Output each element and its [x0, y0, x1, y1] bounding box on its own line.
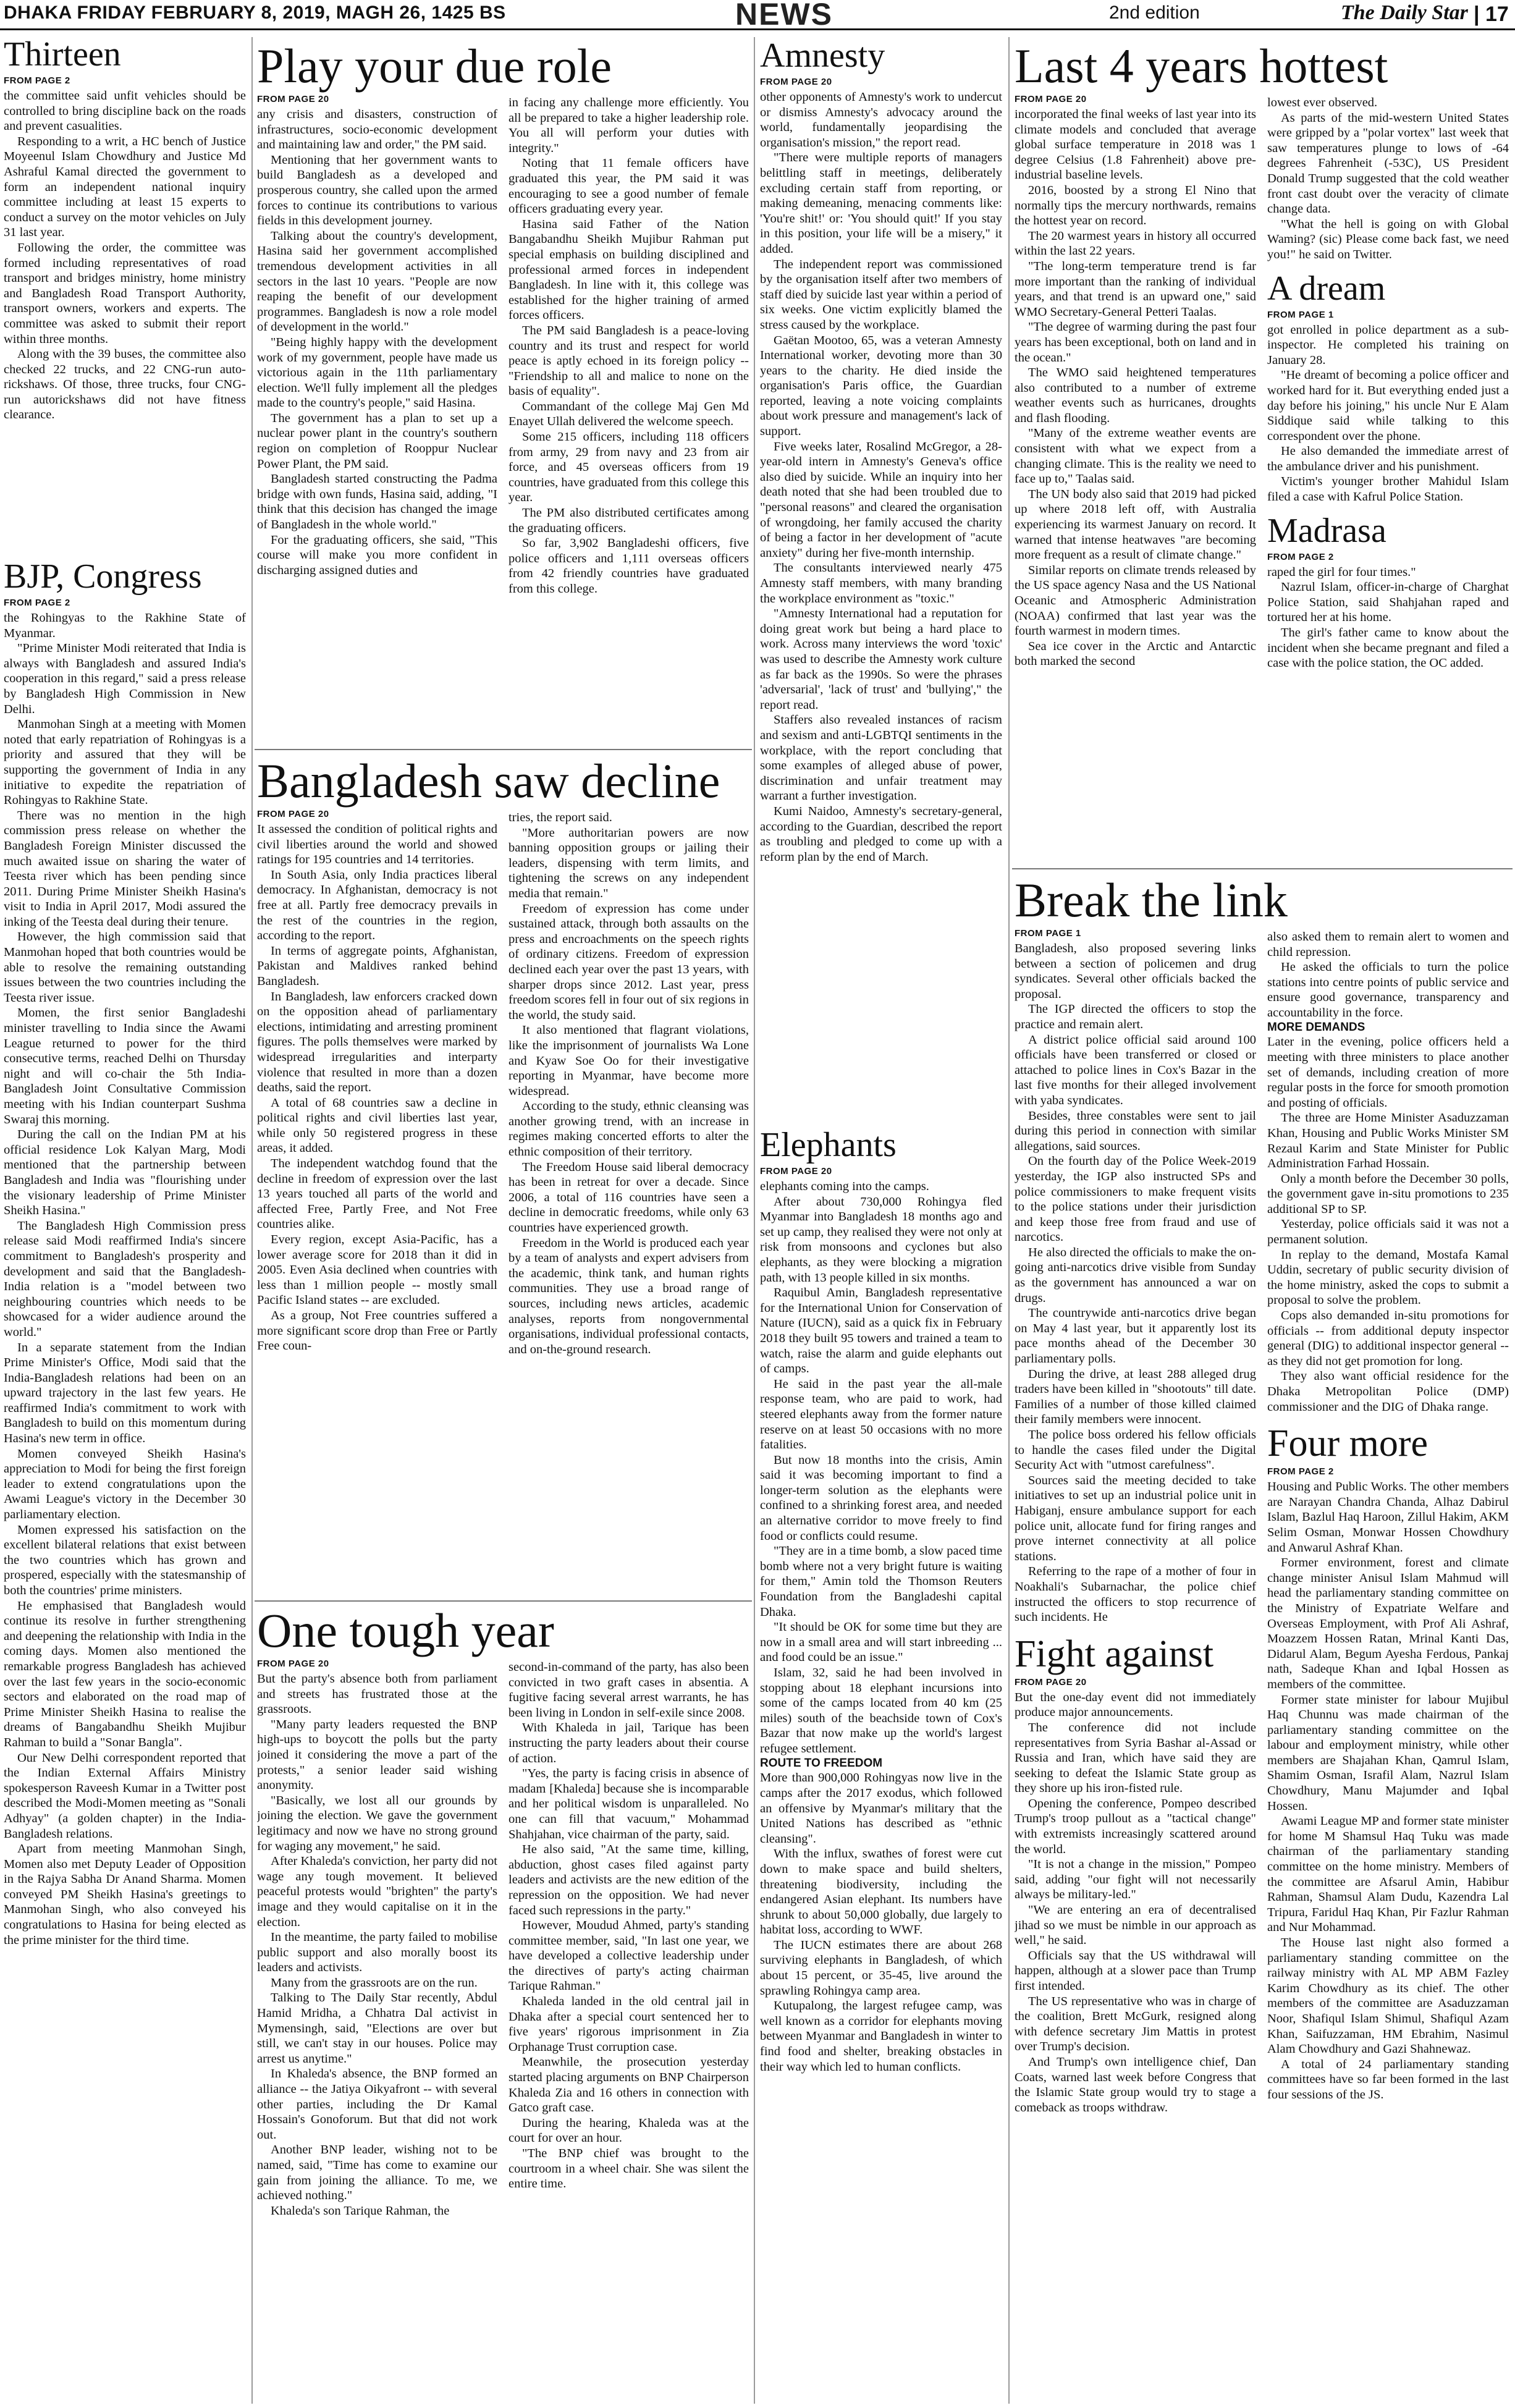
story-column	[1015, 90, 1256, 671]
paragraph: But now 18 months into the crisis, Amin said it was becoming important to find a longer-term solution as the elephants were confined to a shrinking forest area, and needed an alternative corridor to move freely to find food or conflicts could resume.	[760, 1453, 1002, 1543]
paragraph: The US representative who was in charge of the coalition, Brett McGurk, resigned along with defence secretary Jim Mattis in protest over Trump's decision.	[1015, 1994, 1256, 2054]
story-column	[509, 805, 749, 1357]
newspaper-logo: The Daily Star	[1341, 1, 1468, 24]
paragraph: elephants coming into the camps.	[760, 1180, 929, 1193]
paragraph: Another BNP leader, wishing not to be named, said, "Time has come to examine our gain from joining the alliance. To me, we achieved nothing."	[257, 2143, 497, 2203]
paragraph: "Basically, we lost all our grounds by joining the election. We gave the government legitimacy and now we have no strong ground for waging any movement," he said.	[257, 1793, 497, 1853]
paragraph: Bangladesh started constructing the Padma bridge with own funds, Hasina said, adding, "I think that this decision has changed the image of Bangladesh in the whole world."	[257, 472, 497, 532]
paragraph: With Khaleda in jail, Tarique has been instructing the party leaders about their course of action.	[509, 1721, 749, 1765]
story-divider	[1012, 868, 1513, 869]
paragraph: Commandant of the college Maj Gen Md Enayet Ullah delivered the welcome speech.	[509, 399, 749, 429]
paragraph: "He dreamt of becoming a police officer and worked hard for it. But everything ended just a day before his joining," his uncle Nur E Alam Siddique said while talking to this correspondent over the phone.	[1267, 368, 1509, 443]
dateline: DHAKA FRIDAY FEBRUARY 8, 2019, MAGH 26, 1425 BS	[4, 2, 506, 23]
paragraph: Gaëtan Mootoo, 65, was a veteran Amnesty International worker, devoting more than 30 years to the charity. He died inside the organisation's Paris office, the Guardian reported, leaving a note voicing complaints about work pressure and management's lack of support.	[760, 333, 1002, 439]
paragraph: During the hearing, Khaleda was at the court for over an hour.	[509, 2116, 749, 2145]
paragraph: "Prime Minister Modi reiterated that India is always with Bangladesh and assured India's cooperation in this regard," said a press release by Bangladesh High Commission in New Delhi.	[4, 641, 246, 716]
paragraph: The IUCN estimates there are about 268 surviving elephants in Bangladesh, of which about 15 percent, or 35-45, live around the sprawling Rohingya camp area.	[760, 1938, 1002, 1998]
paragraph: Some 215 officers, including 118 officers from army, 29 from navy and 23 from air force, and 45 overseas officers from 19 countries, have graduated from this college this year.	[509, 430, 749, 505]
paragraph: Our New Delhi correspondent reported that the Indian External Affairs Ministry spokesperson Raveesh Kumar in a Twitter post described the Modi-Momen meeting as "Sonali Adhyay" (a golden chapter) in the India-Bangladesh relations.	[4, 1751, 246, 1841]
story-bjp-congress	[4, 559, 246, 2404]
column-divider	[754, 37, 755, 2404]
story-body	[4, 88, 246, 423]
paragraph: But the party's absence both from parliament and streets has frustrated those at the grassroots.	[257, 1672, 497, 1717]
subheading: MORE DEMANDS	[1267, 1020, 1365, 1034]
story-fight-against	[1015, 1635, 1256, 2116]
from-page-label: FROM PAGE 1	[1015, 928, 1081, 939]
paragraph: The countrywide anti-narcotics drive began on May 4 last year, but it apparently lost its pace months ahead of the December 30 parliamentary polls.	[1015, 1306, 1256, 1366]
paragraph: The PM said Bangladesh is a peace-loving country and its trust and respect for world peace is aptly echoed in its foreign policy -- "Friendship to all and malice to none on the basis of equality".	[509, 323, 749, 399]
from-page-label: FROM PAGE 20	[1015, 94, 1087, 104]
paragraph: He asked the officials to turn the police stations into centre points of public service and ensure good governance, transparency and accountability in the force.	[1267, 960, 1509, 1020]
paragraph: Awami League MP and former state minister for home M Shamsul Haq Tuku was made chairman of the parliamentary standing committee on the home ministry. Members of the committee are Afsarul Amin, Habibur Rahman, Shamsul Alam Dudu, Kazendra Lal Tripura, Faridul Haq Khan, Pir Fazlur Rahman and Nur Mohammad.	[1267, 1814, 1509, 1935]
from-page-label: FROM PAGE 1	[1267, 309, 1334, 320]
paragraph: "The long-term temperature trend is far more important than the ranking of individual years, and that trend is an upward one," said WMO Secretary-General Petteri Taalas.	[1015, 259, 1256, 319]
section-name: NEWS	[735, 0, 833, 32]
paragraph: tries, the report said.	[509, 811, 612, 824]
paragraph: Similar reports on climate trends released by the US space agency Nasa and the US National Oceanic and Atmospheric Administration (NOAA) confirmed that last year was the fourth warmest in modern times.	[1015, 563, 1256, 638]
paragraph: any crisis and disasters, construction of infrastructures, socio-economic development and maintaining law and order," the PM said.	[257, 108, 497, 152]
paragraph: He also said, "At the same time, killing, abduction, ghost cases filed against party leaders and activists are the new edition of the repression on the opposition. We had never faced such repressions in the party."	[509, 1843, 749, 1917]
paragraph: Besides, three constables were sent to jail during this period in connection with similar allegations, said sources.	[1015, 1109, 1256, 1153]
paragraph: "Amnesty International had a reputation for doing great work but being a hard place to work. Across many interviews the word 'toxic' was used to describe the Amnesty work culture as far back as the 1990s. So were the phrases 'adversarial', 'lack of trust' and 'bullying'," the report read.	[760, 607, 1002, 712]
paragraph: Cops also demanded in-situ promotions for officials -- from additional deputy inspector general (DIG) to additional inspector general -- as they did not get promotion for long.	[1267, 1309, 1509, 1368]
story-column	[1015, 924, 1256, 2115]
story-body	[760, 90, 1002, 864]
paragraph: A total of 24 parliamentary standing committees have so far been formed in the last four sessions of the JS.	[1267, 2057, 1509, 2102]
paragraph: in facing any challenge more efficiently. You all be prepared to take a higher leadership role. You all will perform your duties with integrity."	[509, 96, 749, 155]
paragraph: Five weeks later, Rosalind McGregor, a 28-year-old intern in Amnesty's Geneva's office also died by suicide. While an inquiry into her death noted that she had been troubled due to "personal reasons" and cleared the organisation of wrongdoing, her family accused the charity of being a factor in her development of "acute anxiety" during her five-month internship.	[760, 439, 1002, 560]
paragraph: As a group, Not Free countries suffered a more significant score drop than Free or Partly Free coun-	[257, 1309, 497, 1353]
paragraph: 2016, boosted by a strong El Nino that normally tips the mercury northwards, remains the hottest year on record.	[1015, 183, 1256, 228]
paragraph: A district police official said around 100 officials have been transferred or closed or attached to police lines in Cox's Bazar in the last five months for their alleged involvement with yaba syndicates.	[1015, 1033, 1256, 1107]
paragraph: "Many party leaders requested the BNP high-ups to boycott the polls but the party joined it considering the move a part of the protests," a senior leader said wishing anonymity.	[257, 1717, 497, 1793]
paragraph: Housing and Public Works. The other members are Narayan Chandra Chanda, Alhaz Dabirul Islam, Bazlul Haq Haroon, Zillul Hakim, AKM Selim Osman, Monwar Hossen Chowdhury and Anwarul Ashraf Khan.	[1267, 1480, 1509, 1555]
paragraph: After about 730,000 Rohingya fled Myanmar into Bangladesh 18 months ago and set up camp, they realised they were not only at risk from monsoons and cyclones but also elephants, as they were blocking a migration path, with 13 people killed in six months.	[760, 1194, 1002, 1285]
paragraph: "What the hell is going on with Global Waming? (sic) Please come back fast, we need you!" he said on Twitter.	[1267, 217, 1509, 261]
paragraph: also asked them to remain alert to women and child repression.	[1267, 930, 1509, 959]
paragraph: The 20 warmest years in history all occurred within the last 22 years.	[1015, 229, 1256, 258]
paragraph: During the drive, at least 288 alleged drug traders have been killed in "shootouts" till date. Families of a number of those killed claimed their family members were innocent.	[1015, 1367, 1256, 1427]
paragraph: The Bangladesh High Commission press release said Modi reaffirmed India's sincere commitment to Bangladesh's prosperity and development and said that the Bangladesh-India relation is a "model between two neighbouring countries which needs to be showcased for a wider audience around the world."	[4, 1219, 246, 1339]
story-a-dream	[1267, 271, 1509, 505]
paragraph: "There were multiple reports of managers belittling staff in meetings, deliberately excluding certain staff from reporting, or making demeaning, menacing comments like: 'You're shit!' or: 'You should quit!' If you stay in this position, your life will be a misery," it added.	[760, 151, 1002, 256]
paragraph: The police boss ordered his fellow officials to handle the cases filed under the Digital Security Act with "utmost carefulness".	[1015, 1428, 1256, 1472]
paragraph: Islam, 32, said he had been involved in stopping about 18 elephant incursions into some of the camps located from 40 km (25 miles) south of the beachside town of Cox's Bazar that now make up the world's largest refugee settlement.	[760, 1666, 1002, 1755]
paragraph: He also demanded the immediate arrest of the ambulance driver and his punishment.	[1267, 444, 1509, 473]
paragraph: Opening the conference, Pompeo described Trump's troop pullout as a "tactical change" with extremists increasingly scattered around the world.	[1015, 1796, 1256, 1856]
paragraph: Only a month before the December 30 polls, the government gave in-situ promotions to 235 additional SP to SP.	[1267, 1172, 1509, 1216]
paragraph: Raquibul Amin, Bangladesh representative for the International Union for Conservation of Nature (IUCN), said as a quick fix in February 2018 they built 95 towers and trained a team to watch, raise the alarm and guide elephants out of camps.	[760, 1286, 1002, 1376]
story-column	[1267, 924, 1509, 2115]
paragraph: The IGP directed the officers to stop the practice and remain alert.	[1015, 1002, 1256, 1031]
paragraph: In replay to the demand, Mostafa Kamal Uddin, secretary of public security division of the home ministry, asked the cops to submit a proposal to solve the problem.	[1267, 1248, 1509, 1308]
from-page-label: FROM PAGE 20	[257, 94, 329, 104]
paragraph: The Freedom House said liberal democracy has been in retreat for over a decade. Since 2006, a total of 116 countries have seen a decline in democratic freedoms, while only 63 countries have experienced growth.	[509, 1160, 749, 1235]
paragraph: "Yes, the party is facing crisis in absence of madam [Khaleda] because she is incomparable and her political wisdom is unparalleled. No one can fill that vacuum," Mohammad Shahjahan, vice chairman of the party, said.	[509, 1767, 749, 1841]
paragraph: However, the high commission said that Manmohan hoped that both countries would be able to resolve the remaining outstanding issues between the two countries including the Teesta river issue.	[4, 930, 246, 1005]
paragraph: "It is not a change in the mission," Pompeo said, adding "our fight will not necessarily always be military-led."	[1015, 1857, 1256, 1902]
paragraph: "Being highly happy with the development work of my government, people have made us victorious again in the 11th parliamentary election. We'll fully implement all the pledges made to the country's people," said Hasina.	[257, 335, 497, 410]
paragraph: Freedom of expression has come under sustained attack, through both assaults on the press and encroachments on the speech rights of ordinary citizens. Freedom of expression declined each year over the past 13 years, with sharper drops since 2012. Last year, press freedom scores fell in four out of six regions in the world, the study said.	[509, 902, 749, 1022]
paragraph: After Khaleda's conviction, her party did not wage any tough movement. It believed peaceful protests would "brighten" the party's image and they would capitalise on it in the election.	[257, 1854, 497, 1929]
story-body	[760, 1179, 1002, 2074]
story-amnesty	[760, 38, 1002, 1117]
paragraph: The independent watchdog found that the decline in freedom of expression over the last 13 years touched all parts of the world and affected Free, Partly Free, and Not Free countries alike.	[257, 1157, 497, 1231]
paragraph: So far, 3,902 Bangladeshi officers, five police officers and 1,111 overseas officers from 42 friendly countries have graduated from this college.	[509, 536, 749, 596]
headline: Elephants	[760, 1128, 897, 1164]
paragraph: And Trump's own intelligence chief, Dan Coats, warned last week before Congress that the Islamic State group would try to stage a comeback as troops withdraw.	[1015, 2055, 1256, 2114]
story-divider	[255, 749, 752, 750]
paragraph: Kumi Naidoo, Amnesty's secretary-general, according to the Guardian, described the report as troubling and pledged to come up with a reform plan by the end of March.	[760, 804, 1002, 864]
paragraph: Many from the grassroots are on the run.	[271, 1975, 478, 1990]
paragraph: He also directed the officials to make the on-going anti-narcotics drive visible from Sunday as the government has announced a war on drugs.	[1015, 1245, 1256, 1305]
paragraph: the committee said unfit vehicles should be controlled to bring discipline back on the roads and prevent casualities.	[4, 89, 246, 133]
paragraph: Officials say that the US withdrawal will happen, although at a slower pace than Trump first intended.	[1015, 1948, 1256, 1993]
paragraph: The PM also distributed certificates among the graduating officers.	[509, 506, 749, 535]
subheading: ROUTE TO FREEDOM	[760, 1756, 883, 1770]
paragraph: As parts of the mid-western United States were gripped by a "polar vortex" last week that saw temperatures plunge to lows of -64 degrees Fahrenheit (-53C), US President Donald Trump suggested that the cold weather front cast doubt over the veracity of climate change data.	[1267, 111, 1509, 216]
paragraph: Noting that 11 female officers have graduated this year, the PM said it was encouraging to see a good number of female officers graduating every year.	[509, 156, 749, 216]
paragraph: The government has a plan to set up a nuclear power plant in the country's southern region on completion of Rooppur Nuclear Power Plant, the PM said.	[257, 411, 497, 471]
paragraph: Along with the 39 buses, the committee also checked 22 trucks, and 22 CNG-run auto-rickshaws. Of those, three trucks, four CNG-run autorickshaws did not have fitness clearance.	[4, 347, 246, 422]
story-body	[4, 610, 246, 1948]
paragraph: "It should be OK for some time but they are now in a small area and will start inbreeding ... and food could be an issue."	[760, 1620, 1002, 1665]
story-divider	[255, 1600, 752, 1602]
paragraph: On the fourth day of the Police Week-2019 yesterday, the IGP also instructed SPs and police commissioners to make frequent visits to the police stations under their jurisdiction and keep those free from fraud and use of narcotics.	[1015, 1154, 1256, 1244]
story-column	[257, 90, 497, 597]
from-page-label: FROM PAGE 20	[760, 77, 832, 87]
paragraph: second-in-command of the party, has also been convicted in two graft cases in absentia. A fugitive facing several arrest warrants, he has been living in London in self-exile since 2008.	[509, 1660, 749, 1720]
paragraph: Later in the evening, police officers held a meeting with three ministers to place another set of demands, including creation of more regular posts in the force for smooth promotion and posting of officials.	[1267, 1035, 1509, 1110]
paragraph: Mentioning that her government wants to build Bangladesh as a developed and prosperous country, she called upon the armed forces to continue its contributions to various fields in this development journey.	[257, 153, 497, 228]
paragraph: In terms of aggregate points, Afghanistan, Pakistan and Maldives ranked behind Bangladesh.	[257, 944, 497, 988]
headline: Fight against	[1015, 1633, 1214, 1675]
story-column	[509, 90, 749, 597]
headline: Four more	[1267, 1422, 1428, 1465]
paragraph: The WMO said heightened temperatures also contributed to a number of extreme weather events such as hurricanes, droughts and flash flooding.	[1015, 366, 1256, 425]
paragraph: Khaleda's son Tarique Rahman, the	[271, 2203, 450, 2218]
from-page-label: FROM PAGE 20	[257, 809, 329, 819]
paragraph: In Bangladesh, law enforcers cracked down on the opposition ahead of parliamentary elections, intimidating and arresting prominent figures. The polls themselves were marked by widespread irregularities and interparty violence that resulted in more than a dozen deaths, said the report.	[257, 989, 497, 1095]
story-bangladesh-saw-decline	[257, 757, 749, 1594]
paragraph: For the graduating officers, she said, "This course will make you more confident in discharging assigned duties and	[257, 533, 497, 577]
column-divider	[251, 37, 253, 2404]
paragraph: incorporated the final weeks of last year into its climate models and concluded that average global surface temperature in 2018 was 1 degree Celsius (1.8 Fahrenheit) above pre-industrial baseline levels.	[1015, 108, 1256, 182]
story-column	[257, 1655, 497, 2218]
paragraph: Talking about the country's development, Hasina said her government accomplished tremendous development activities in all sectors in the last 10 years. "People are now reaping the benefit of our development programmes. Bangladesh is now a role model of development in the world."	[257, 229, 497, 334]
masthead	[0, 0, 1515, 30]
paragraph: The UN body also said that 2019 had picked up where 2018 left off, with Australia experiencing its warmest January on record. It warned that intense heatwaves "are becoming more frequent as a result of climate change."	[1015, 487, 1256, 562]
paragraph: "More authoritarian powers are now banning opposition groups or jailing their leaders, dispensing with term limits, and tightening the screws on any independent media that remain."	[509, 826, 749, 900]
paragraph: Sources said the meeting decided to take initiatives to set up an industrial police unit in Habiganj, ensure ambulance support for each police unit, allocate fund for firing ranges and prove internet connectivity at all police stations.	[1015, 1473, 1256, 1563]
paragraph: Manmohan Singh at a meeting with Momen noted that early repatriation of Rohingyas is a priority and assured that they will be supporting the government of India in any initiative to expedite the repatriation of Rohingyas to Rakhine State.	[4, 717, 246, 808]
paragraph: A total of 68 countries saw a decline in political rights and civil liberties last year, while only 50 registered progress in these areas, it added.	[257, 1096, 497, 1155]
paragraph: "The degree of warming during the past four years has been exceptional, both on land and in the ocean."	[1015, 320, 1256, 365]
paragraph: Hasina said Father of the Nation Bangabandhu Sheikh Mujibur Rahman put special emphasis on building disciplined and professional armed forces in independent Bangladesh. In line with it, this college was established for the higher training of armed forces officers.	[509, 217, 749, 323]
paragraph: "They are in a time bomb, a slow paced time bomb where not a very bright future is waiting for them," Amin told the Thomson Reuters Foundation from the Bangladeshi capital Dhaka.	[760, 1544, 1002, 1619]
paragraph: According to the study, ethnic cleansing was another growing trend, with an increase in regimes making concerted efforts to alter the ethnic composition of their territory.	[509, 1099, 749, 1159]
paragraph: There was no mention in the high commission press release on whether the Bangladesh Foreign Minister discussed the much awaited issue on sharing the water of Teesta river which has been pending since 2011. During Prime Minister Sheikh Hasina's visit to India in April 2017, Modi assured the inking of the Teesta deal during their tenure.	[4, 808, 246, 929]
paragraph: The House last night also formed a parliamentary standing committee on the railway ministry with AL MP ABM Fazley Karim Chowdhury as its chief. The other members of the committee are Asaduzzaman Noor, Shafiqul Islam Shimul, Shafiqul Azam Khan, Saifuzzaman, HM Ebrahim, Nasimul Alam Chowdhury and Gazi Shahnewaz.	[1267, 1936, 1509, 2056]
paragraph: Former state minister for labour Mujibul Haq Chunnu was made chairman of the parliamentary standing committee on the labour and employment ministry, while other members are Shajahan Khan, Qamrul Islam, Shamim Osman, Israfil Alam, Nazrul Islam Chowdhury, Manu Majumder and Iqbal Hossen.	[1267, 1692, 1509, 1813]
paragraph: The independent report was commissioned by the organisation itself after two members of staff died by suicide last year within a period of six weeks. One victim explicitly blamed the stress caused by the workplace.	[760, 257, 1002, 332]
paragraph: the Rohingyas to the Rakhine State of Myanmar.	[4, 611, 246, 640]
paragraph: raped the girl for four times."	[1267, 565, 1416, 579]
paragraph: Talking to The Daily Star recently, Abdul Hamid Mridha, a Chhatra Dal activist in Mymensingh, said, "Elections are over but still, we can't stay in our houses. Police may arrest us anytime."	[257, 1991, 497, 2066]
paragraph: The consultants interviewed nearly 475 Amnesty staff members, with many branding the workplace environment as "toxic."	[760, 561, 1002, 606]
paragraph: They also want official residence for the Dhaka Metropolitan Police (DMP) commissioner and the DIG of Dhaka range.	[1267, 1369, 1509, 1414]
paragraph: It also mentioned that flagrant violations, like the imprisonment of journalists Wa Lone and Kyaw Soe Oo for their investigative reporting in Myanmar, have become more widespread.	[509, 1023, 749, 1098]
from-page-label: FROM PAGE 2	[1267, 551, 1334, 562]
column-divider	[1008, 37, 1010, 2404]
paragraph: During the call on the Indian PM at his official residence Lok Kalyan Marg, Modi mentioned that the partnership between Bangladesh and India was "flourishing under the visionary leadership of Prime Minister Sheikh Hasina."	[4, 1128, 246, 1218]
from-page-label: FROM PAGE 2	[1267, 1466, 1334, 1477]
paragraph: Kutupalong, the largest refugee camp, was well known as a corridor for elephants moving between Myanmar and Bangladesh in winter to find food and shelter, breaking obstacles in their way which led to human conflicts.	[760, 1999, 1002, 2074]
paragraph: Sea ice cover in the Arctic and Antarctic both marked the second	[1015, 639, 1256, 669]
paragraph: lowest ever observed.	[1267, 96, 1378, 109]
page-number: | 17	[1474, 2, 1509, 26]
paragraph: Momen conveyed Sheikh Hasina's appreciation to Modi for being the first foreign leader to extend congratulations upon the Awami League's victory in the December 30 parliamentary election.	[4, 1447, 246, 1522]
paragraph: Bangladesh, also proposed severing links between a section of policemen and drug syndicates. Several other officials backed the proposal.	[1015, 942, 1256, 1001]
story-break-the-link	[1015, 876, 1509, 2404]
paragraph: Staffers also revealed instances of racism and sexism and anti-LGBTQI sentiments in the workplace, with the report concluding that some examples of alleged abuse of power, discrimination and unfair treatment may warrant a further investigation.	[760, 713, 1002, 803]
paragraph: got enrolled in police department as a sub-inspector. He completed his training on January 28.	[1267, 323, 1509, 367]
story-four-more	[1267, 1424, 1509, 2102]
paragraph: "We are entering an era of decentralised jihad so we must be nimble in our approach as well," he said.	[1015, 1903, 1256, 1948]
paragraph: But the one-day event did not immediately produce major announcements.	[1015, 1690, 1256, 1720]
paragraph: "Many of the extreme weather events are consistent with what we expect from a changing climate. This is the reality we need to face up to," Taalas said.	[1015, 426, 1256, 486]
paragraph: Momen expressed his satisfaction on the excellent bilateral relations that exist between the two countries which has grown and prospered, especially with the statesmanship of both the countries' prime ministers.	[4, 1523, 246, 1597]
headline: Last 4 years hottest	[1015, 42, 1388, 93]
headline: Play your due role	[257, 42, 612, 93]
headline: Thirteen	[4, 37, 121, 74]
story-column	[257, 805, 497, 1357]
story-last-4-years-hottest	[1015, 42, 1509, 863]
paragraph: Referring to the rape of a mother of four in Noakhali's Subarnachar, the police chief instructed the officers to stop recurrence of such incidents. He	[1015, 1565, 1256, 1624]
paragraph: He said in the past year the all-male response team, who are paid to work, had steered elephants away from the former nature reserve on at least 50 occasions with no more fatalities.	[760, 1377, 1002, 1452]
story-play-your-due-role	[257, 42, 749, 743]
from-page-label: FROM PAGE 20	[760, 1166, 832, 1177]
story-elephants	[760, 1128, 1002, 2404]
paragraph: Freedom in the World is produced each year by a team of analysts and expert advisers from the academic, think tank, and human rights communities. They use a broad range of sources, including news articles, academic analyses, reports from nongovernmental organisations, individual professional contacts, and on-the-ground research.	[509, 1236, 749, 1356]
paragraph: In the meantime, the party failed to mobilise public support and also morally boost its leaders and activists.	[257, 1930, 497, 1975]
paragraph: Yesterday, police officials said it was not a permanent solution.	[1267, 1217, 1509, 1247]
from-page-label: FROM PAGE 20	[1015, 1676, 1087, 1688]
paragraph: "The BNP chief was brought to the courtroom in a wheel chair. She was silent the entire time.	[509, 2147, 749, 2191]
paragraph: Victim's younger brother Mahidul Islam filed a case with Kafrul Police Station.	[1267, 475, 1509, 504]
paragraph: More than 900,000 Rohingyas now live in the camps after the 2017 exodus, which followed an offensive by Myanmar's military that the United Nations has described as "ethnic cleansing".	[760, 1771, 1002, 1846]
headline: A dream	[1267, 269, 1386, 308]
paragraph: Following the order, the committee was formed including representatives of road transport and bridges ministry, home ministry and Bangladesh Road Transport Authority, transport owners, workers and experts. The committee was asked to submit their report within three months.	[4, 240, 246, 346]
headline: Madrasa	[1267, 511, 1386, 550]
headline: BJP, Congress	[4, 559, 202, 596]
edition-label: 2nd edition	[1109, 2, 1200, 23]
paragraph: Former environment, forest and climate change minister Anisul Islam Mahmud will head the parliamentary standing committee on the Ministry of Expatriate Welfare and Overseas Employment, with Prof Ali Ashraf, Moazzem Hossen Ratan, Mrinal Kanti Das, Didarul Alam, Begum Ayesha Ferdous, Pankaj nath, Sadeque Khan and Iqbal Hossen as members of the committee.	[1267, 1556, 1509, 1691]
headline: Break the link	[1015, 876, 1288, 927]
paragraph: Nazrul Islam, officer-in-charge of Charghat Police Station, said Shahjahan raped and tortured her at his home.	[1267, 580, 1509, 625]
paragraph: Meanwhile, the prosecution yesterday started placing arguments on BNP Chairperson Khaleda Zia and 16 others in connection with Gatco graft case.	[509, 2055, 749, 2115]
from-page-label: FROM PAGE 20	[257, 1658, 329, 1669]
paragraph: With the influx, swathes of forest were cut down to make space and build shelters, threatening biodiversity, including the endangered Asian elephant. Its numbers have shrunk to about 50,000 globally, due largely to habitat loss, according to WWF.	[760, 1847, 1002, 1937]
paragraph: It assessed the condition of political rights and civil liberties around the world and showed ratings for 195 countries and 14 territories.	[257, 822, 497, 867]
paragraph: Momen, the first senior Bangladeshi minister travelling to India since the Awami League returned to power for the third consecutive terms, reached Delhi on Thursday night and will co-chair the 5th India-Bangladesh Joint Consultative Commission meeting with his Indian counterpart Sushma Swaraj this morning.	[4, 1006, 246, 1126]
story-column	[509, 1655, 749, 2218]
paragraph: He emphasised that Bangladesh would continue its resolve in further strengthening and deepening the relationship with India in the coming days. Momen also mentioned the remarkable progress Bangladesh has achieved over the last few years in the socio-economic sectors and elaborated on the road map of Prime Minister Sheikh Hasina to realise the dreams of Bangabandhu Sheikh Mujibur Rahman to build a "Sonar Bangla".	[4, 1599, 246, 1749]
from-page-label: FROM PAGE 2	[4, 75, 70, 86]
paragraph: In Khaleda's absence, the BNP formed an alliance -- the Jatiya Oikyafront -- with several other parties, including the Dr Kamal Hossain's Gonoforum. But that did not work out.	[257, 2067, 497, 2142]
paragraph: The girl's father came to know about the incident when she became pregnant and filed a case with the police station, the OC added.	[1267, 626, 1509, 670]
from-page-label: FROM PAGE 2	[4, 598, 70, 608]
story-column	[1267, 90, 1509, 671]
headline: Bangladesh saw decline	[257, 757, 720, 808]
paragraph: Khaleda landed in the old central jail in Dhaka after a special court sentenced her to five years' rigorous imprisonment in Zia Orphanage Trust corruption case.	[509, 1995, 749, 2054]
paragraph: Apart from meeting Manmohan Singh, Momen also met Deputy Leader of Opposition in the Rajya Sabha Dr Anand Sharma. Momen conveyed PM Sheikh Hasina's greetings to Manmohan Singh, who also conveyed his congratulations to Hasina for being elected as the prime minister for the third time.	[4, 1842, 246, 1947]
headline: One tough year	[257, 1607, 554, 1657]
paragraph: Every region, except Asia-Pacific, has a lower average score for 2018 than it did in 2005. Even Asia declined when countries with less than 1 million people -- mostly small Pacific Island states -- are excluded.	[257, 1233, 497, 1308]
headline: Amnesty	[760, 38, 885, 75]
paragraph: Responding to a writ, a HC bench of Justice Moyeenul Islam Chowdhury and Justice Md Ashraful Kamal directed the government to form an independent national inquiry committee including at least 15 experts to conduct a survey on the motor vehicles on July 31 last year.	[4, 134, 246, 240]
paragraph: In a separate statement from the Indian Prime Minister's Office, Modi said that the India-Bangladesh relations had been on an upward trajectory in the last few years. He reaffirmed India's commitment to work with Bangladesh to build on this momentum during Hasina's new term in office.	[4, 1340, 246, 1446]
story-thirteen	[4, 37, 246, 575]
paragraph: other opponents of Amnesty's work to undercut or dismiss Amnesty's advocacy around the world, fundamentally jeopardising the organisation's mission," the report read.	[760, 90, 1002, 150]
paragraph: The three are Home Minister Asaduzzaman Khan, Housing and Public Works Minister SM Rezaul Karim and State Minister for Public Administration Farhad Hossain.	[1267, 1111, 1509, 1171]
story-madrasa	[1267, 513, 1509, 671]
paragraph: In South Asia, only India practices liberal democracy. In Afghanistan, democracy is not free at all. Partly free democracy prevails in the rest of the countries in the region, according to the report.	[257, 868, 497, 943]
story-one-tough-year	[257, 1607, 749, 2404]
paragraph: However, Moudud Ahmed, party's standing committee member, said, "In last one year, we have developed a collective leadership under the directives of party's acting chairman Tarique Rahman."	[509, 1919, 749, 1993]
paragraph: The conference did not include representatives from Syria Bashar al-Assad or Russia and Iran, which have said they are seeking to defeat the Islamic State group as they shore up his iron-fisted rule.	[1015, 1720, 1256, 1796]
